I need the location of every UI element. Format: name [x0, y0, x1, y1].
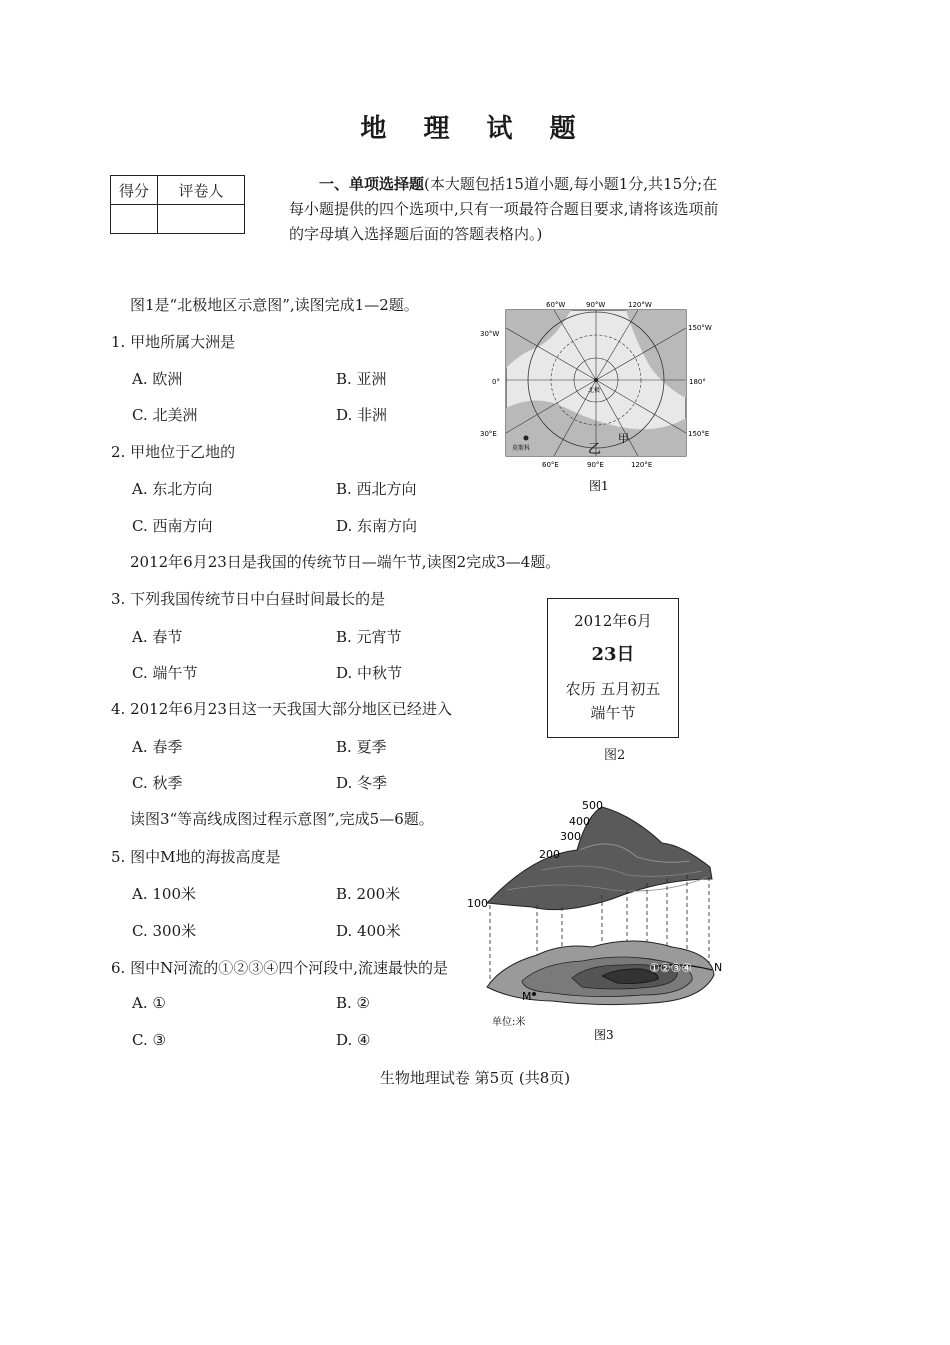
q5-option-b[interactable]: B. 200米 — [336, 885, 401, 903]
q1-option-b[interactable]: B. 亚洲 — [336, 370, 387, 388]
label-jia: 甲 — [618, 432, 629, 445]
label-180: 180° — [689, 378, 706, 386]
page-title: 地 理 试 题 — [360, 114, 590, 144]
q4-option-d[interactable]: D. 冬季 — [336, 774, 388, 792]
q3-option-c[interactable]: C. 端午节 — [132, 664, 198, 682]
q2-option-c[interactable]: C. 西南方向 — [132, 517, 213, 535]
intro-fig2: 2012年6月23日是我国的传统节日—端午节,读图2完成3—4题。 — [130, 553, 561, 571]
q2-option-d[interactable]: D. 东南方向 — [336, 517, 418, 535]
q4-stem: 4. 2012年6月23日这一天我国大部分地区已经进入 — [111, 700, 452, 718]
mountain-surface — [487, 807, 712, 910]
label-moscow: 莫斯科 — [512, 445, 531, 452]
page-footer: 生物地理试卷 第5页 (共8页) — [379, 1069, 571, 1087]
q6-option-b[interactable]: B. ② — [336, 994, 371, 1012]
q2-stem: 2. 甲地位于乙地的 — [111, 443, 236, 461]
q1-stem: 1. 甲地所属大洲是 — [111, 333, 236, 351]
label-60w: 60°W — [546, 301, 566, 309]
fig1-caption: 图1 — [589, 479, 609, 493]
q5-option-d[interactable]: D. 400米 — [336, 922, 401, 940]
q1-option-c[interactable]: C. 北美洲 — [132, 406, 198, 424]
contour-label-400: 400 — [569, 815, 590, 828]
contour-figure — [462, 795, 742, 1050]
q3-option-b[interactable]: B. 元宵节 — [336, 628, 402, 646]
q4-option-a[interactable]: A. 春季 — [132, 738, 183, 756]
q6-option-c[interactable]: C. ③ — [132, 1031, 166, 1049]
grader-header: 评卷人 — [158, 176, 245, 205]
label-0: 0° — [492, 378, 500, 386]
intro-fig1: 图1是“北极地区示意图”,读图完成1—2题。 — [130, 296, 419, 314]
calendar-lunar-date: 农历 五月初五 — [565, 680, 661, 698]
q4-option-b[interactable]: B. 夏季 — [336, 738, 387, 756]
section-heading: 一、单项选择题 — [319, 175, 425, 193]
north-pole-dot — [594, 378, 598, 382]
score-header: 得分 — [111, 176, 158, 205]
label-yi: 乙 — [588, 442, 602, 457]
section-text: (本大题包括15道小题,每小题1分,共15分;在每小题提供的四个选项中,只有一项最符合题目要求,请将该选项前的字母填入选择题后面的答题表格内。) — [289, 175, 719, 243]
label-30w: 30°W — [480, 330, 500, 338]
q5-option-c[interactable]: C. 300米 — [132, 922, 197, 940]
label-90e: 90°E — [587, 461, 604, 469]
label-30e: 30°E — [480, 430, 497, 438]
q6-option-a[interactable]: A. ① — [132, 994, 166, 1012]
label-150w: 150°W — [688, 324, 712, 332]
q1-option-a[interactable]: A. 欧洲 — [132, 370, 183, 388]
contour-label-200: 200 — [539, 848, 560, 861]
river-n-label: N — [714, 961, 723, 974]
fig3-caption: 图3 — [594, 1028, 614, 1042]
grader-cell[interactable] — [158, 205, 245, 234]
label-120e: 120°E — [631, 461, 653, 469]
fig2-caption: 图2 — [604, 748, 626, 763]
q6-stem: 6. 图中N河流的①②③④四个河段中,流速最快的是 — [111, 959, 448, 977]
contour-label-100: 100 — [467, 897, 488, 910]
score-cell[interactable] — [111, 205, 158, 234]
point-m-label: M — [522, 990, 532, 1003]
calendar-month: 2012年6月 — [574, 612, 652, 630]
label-120w: 120°W — [628, 301, 652, 309]
intro-fig3: 读图3“等高线成图过程示意图”,完成5—6题。 — [130, 810, 434, 828]
section-instructions — [289, 172, 729, 247]
q6-option-d[interactable]: D. ④ — [336, 1031, 371, 1049]
point-m-dot — [532, 992, 536, 996]
q5-option-a[interactable]: A. 100米 — [132, 885, 196, 903]
calendar-festival: 端午节 — [590, 704, 636, 722]
label-60e: 60°E — [542, 461, 559, 469]
label-150e: 150°E — [688, 430, 710, 438]
contour-label-500: 500 — [582, 799, 603, 812]
q3-option-d[interactable]: D. 中秋节 — [336, 664, 403, 682]
arctic-map-figure — [476, 298, 716, 498]
score-table — [110, 175, 245, 234]
q1-option-d[interactable]: D. 非洲 — [336, 406, 388, 424]
river-segments: ①②③④ — [649, 961, 693, 975]
q3-option-a[interactable]: A. 春节 — [132, 628, 183, 646]
q3-stem: 3. 下列我国传统节日中白昼时间最长的是 — [111, 590, 386, 608]
moscow-dot — [524, 436, 529, 441]
calendar-figure — [547, 598, 679, 738]
unit-label: 单位:米 — [492, 1017, 526, 1028]
calendar-day: 23日 — [591, 644, 635, 665]
q2-option-b[interactable]: B. 西北方向 — [336, 480, 417, 498]
q2-option-a[interactable]: A. 东北方向 — [132, 480, 213, 498]
label-90w: 90°W — [586, 301, 606, 309]
label-north-pole: 北极 — [588, 387, 601, 394]
q4-option-c[interactable]: C. 秋季 — [132, 774, 183, 792]
q5-stem: 5. 图中M地的海拔高度是 — [111, 848, 281, 866]
contour-label-300: 300 — [560, 830, 581, 843]
